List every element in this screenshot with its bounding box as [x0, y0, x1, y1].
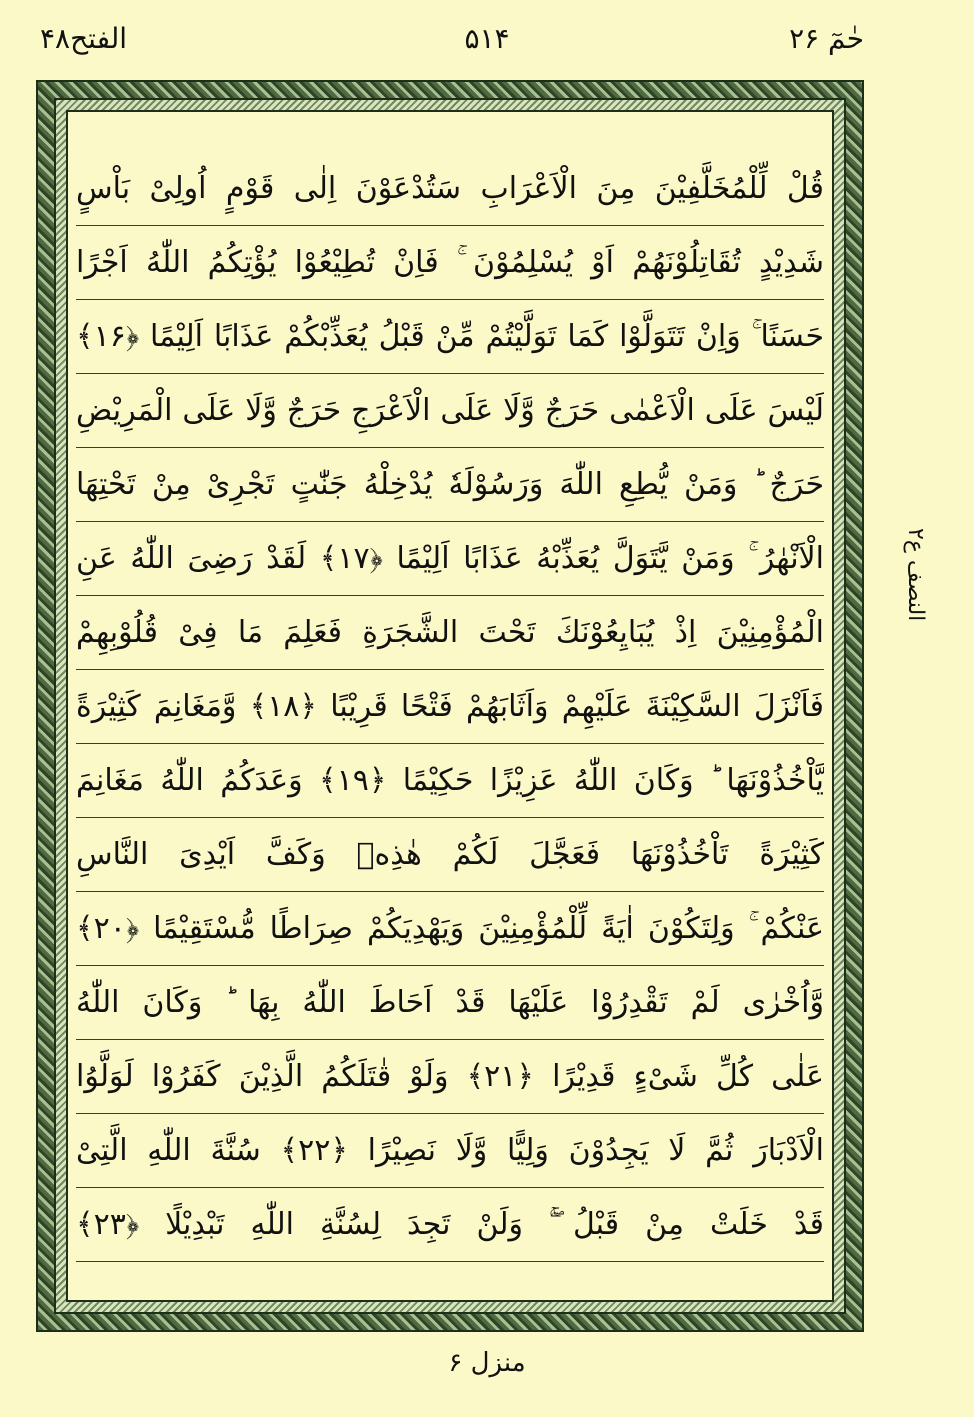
text-line: حَرَجٌ ؕ وَمَنْ يُّطِعِ اللّٰهَ وَرَسُوْلَهٗ يُدْخِلْهُ جَنّٰتٍ تَجْرِىْ مِنْ تَحْتِهَا — [76, 448, 824, 522]
text-line: لَيْسَ عَلَى الْاَعْمٰى حَرَجٌ وَّلَا عَلَى الْاَعْرَجِ حَرَجٌ وَّلَا عَلَى الْمَرِيْضِ — [76, 374, 824, 448]
text-line: وَّاُخْرٰى لَمْ تَقْدِرُوْا عَلَيْهَا قَدْ اَحَاطَ اللّٰهُ بِهَا ؕ وَكَانَ اللّٰهُ — [76, 966, 824, 1040]
text-line: فَاَنْزَلَ السَّكِيْنَةَ عَلَيْهِمْ وَاَثَابَهُمْ فَتْحًا قَرِيْبًا ﴿۱۸﴾ وَّمَغَانِمَ كَثِيْرَةً — [76, 670, 824, 744]
page-number: ۵۱۴ — [464, 22, 510, 55]
text-line: يَّاْخُذُوْنَهَا ؕ وَكَانَ اللّٰهُ عَزِيْزًا حَكِيْمًا ﴿۱۹﴾ وَعَدَكُمُ اللّٰهُ مَغَانِمَ — [76, 744, 824, 818]
text-line: حَسَنًا ۚ وَاِنْ تَتَوَلَّوْا كَمَا تَوَلَّيْتُمْ مِّنْ قَبْلُ يُعَذِّبْكُمْ عَذَابًا اَلِيْمًا ﴿۱۶﴾ — [76, 300, 824, 374]
text-line: الْاَدْبَارَ ثُمَّ لَا يَجِدُوْنَ وَلِيًّا وَّلَا نَصِيْرًا ﴿۲۲﴾ سُنَّةَ اللّٰهِ الَّتِىْ — [76, 1114, 824, 1188]
text-line: قَدْ خَلَتْ مِنْ قَبْلُ ۚۖ وَلَنْ تَجِدَ لِسُنَّةِ اللّٰهِ تَبْدِيْلًا ﴿۲۳﴾ — [76, 1188, 824, 1262]
margin-ruku-marker: النصف ع۲ — [903, 528, 928, 622]
manzil-footer: منزل ۶ — [448, 1348, 526, 1378]
text-line: الْاَنْهٰرُ ۚ وَمَنْ يَّتَوَلَّ يُعَذِّبْهُ عَذَابًا اَلِيْمًا ﴿۱۷﴾ لَقَدْ رَضِىَ اللّٰهُ عَنِ — [76, 522, 824, 596]
text-line: قُلْ لِّلْمُخَلَّفِيْنَ مِنَ الْاَعْرَابِ سَتُدْعَوْنَ اِلٰى قَوْمٍ اُولِىْ بَاْسٍ — [76, 152, 824, 226]
text-line: كَثِيْرَةً تَاْخُذُوْنَهَا فَعَجَّلَ لَكُمْ هٰذِهٖ وَكَفَّ اَيْدِىَ النَّاسِ — [76, 818, 824, 892]
decorative-border-inner — [54, 98, 846, 1314]
decorative-border — [36, 80, 864, 1332]
page-header — [0, 14, 974, 64]
text-line: عَنْكُمْ ۚ وَلِتَكُوْنَ اٰيَةً لِّلْمُؤْمِنِيْنَ وَيَهْدِيَكُمْ صِرَاطًا مُّسْتَقِيْمًا ﴿۲۰﴾ — [76, 892, 824, 966]
text-line: شَدِيْدٍ تُقَاتِلُوْنَهُمْ اَوْ يُسْلِمُوْنَ ۚ فَاِنْ تُطِيْعُوْا يُؤْتِكُمُ اللّٰهُ اَجْرًا — [76, 226, 824, 300]
surah-name: الفتح۴۸ — [40, 22, 128, 55]
text-line: عَلٰى كُلِّ شَىْءٍ قَدِيْرًا ﴿۲۱﴾ وَلَوْ قٰتَلَكُمُ الَّذِيْنَ كَفَرُوْا لَوَلَّوُا — [76, 1040, 824, 1114]
quran-text-area — [66, 110, 834, 1302]
text-line: الْمُؤْمِنِيْنَ اِذْ يُبَايِعُوْنَكَ تَحْتَ الشَّجَرَةِ فَعَلِمَ مَا فِىْ قُلُوْبِهِمْ — [76, 596, 824, 670]
para-name: حٰمٓ ۲۶ — [789, 22, 864, 55]
